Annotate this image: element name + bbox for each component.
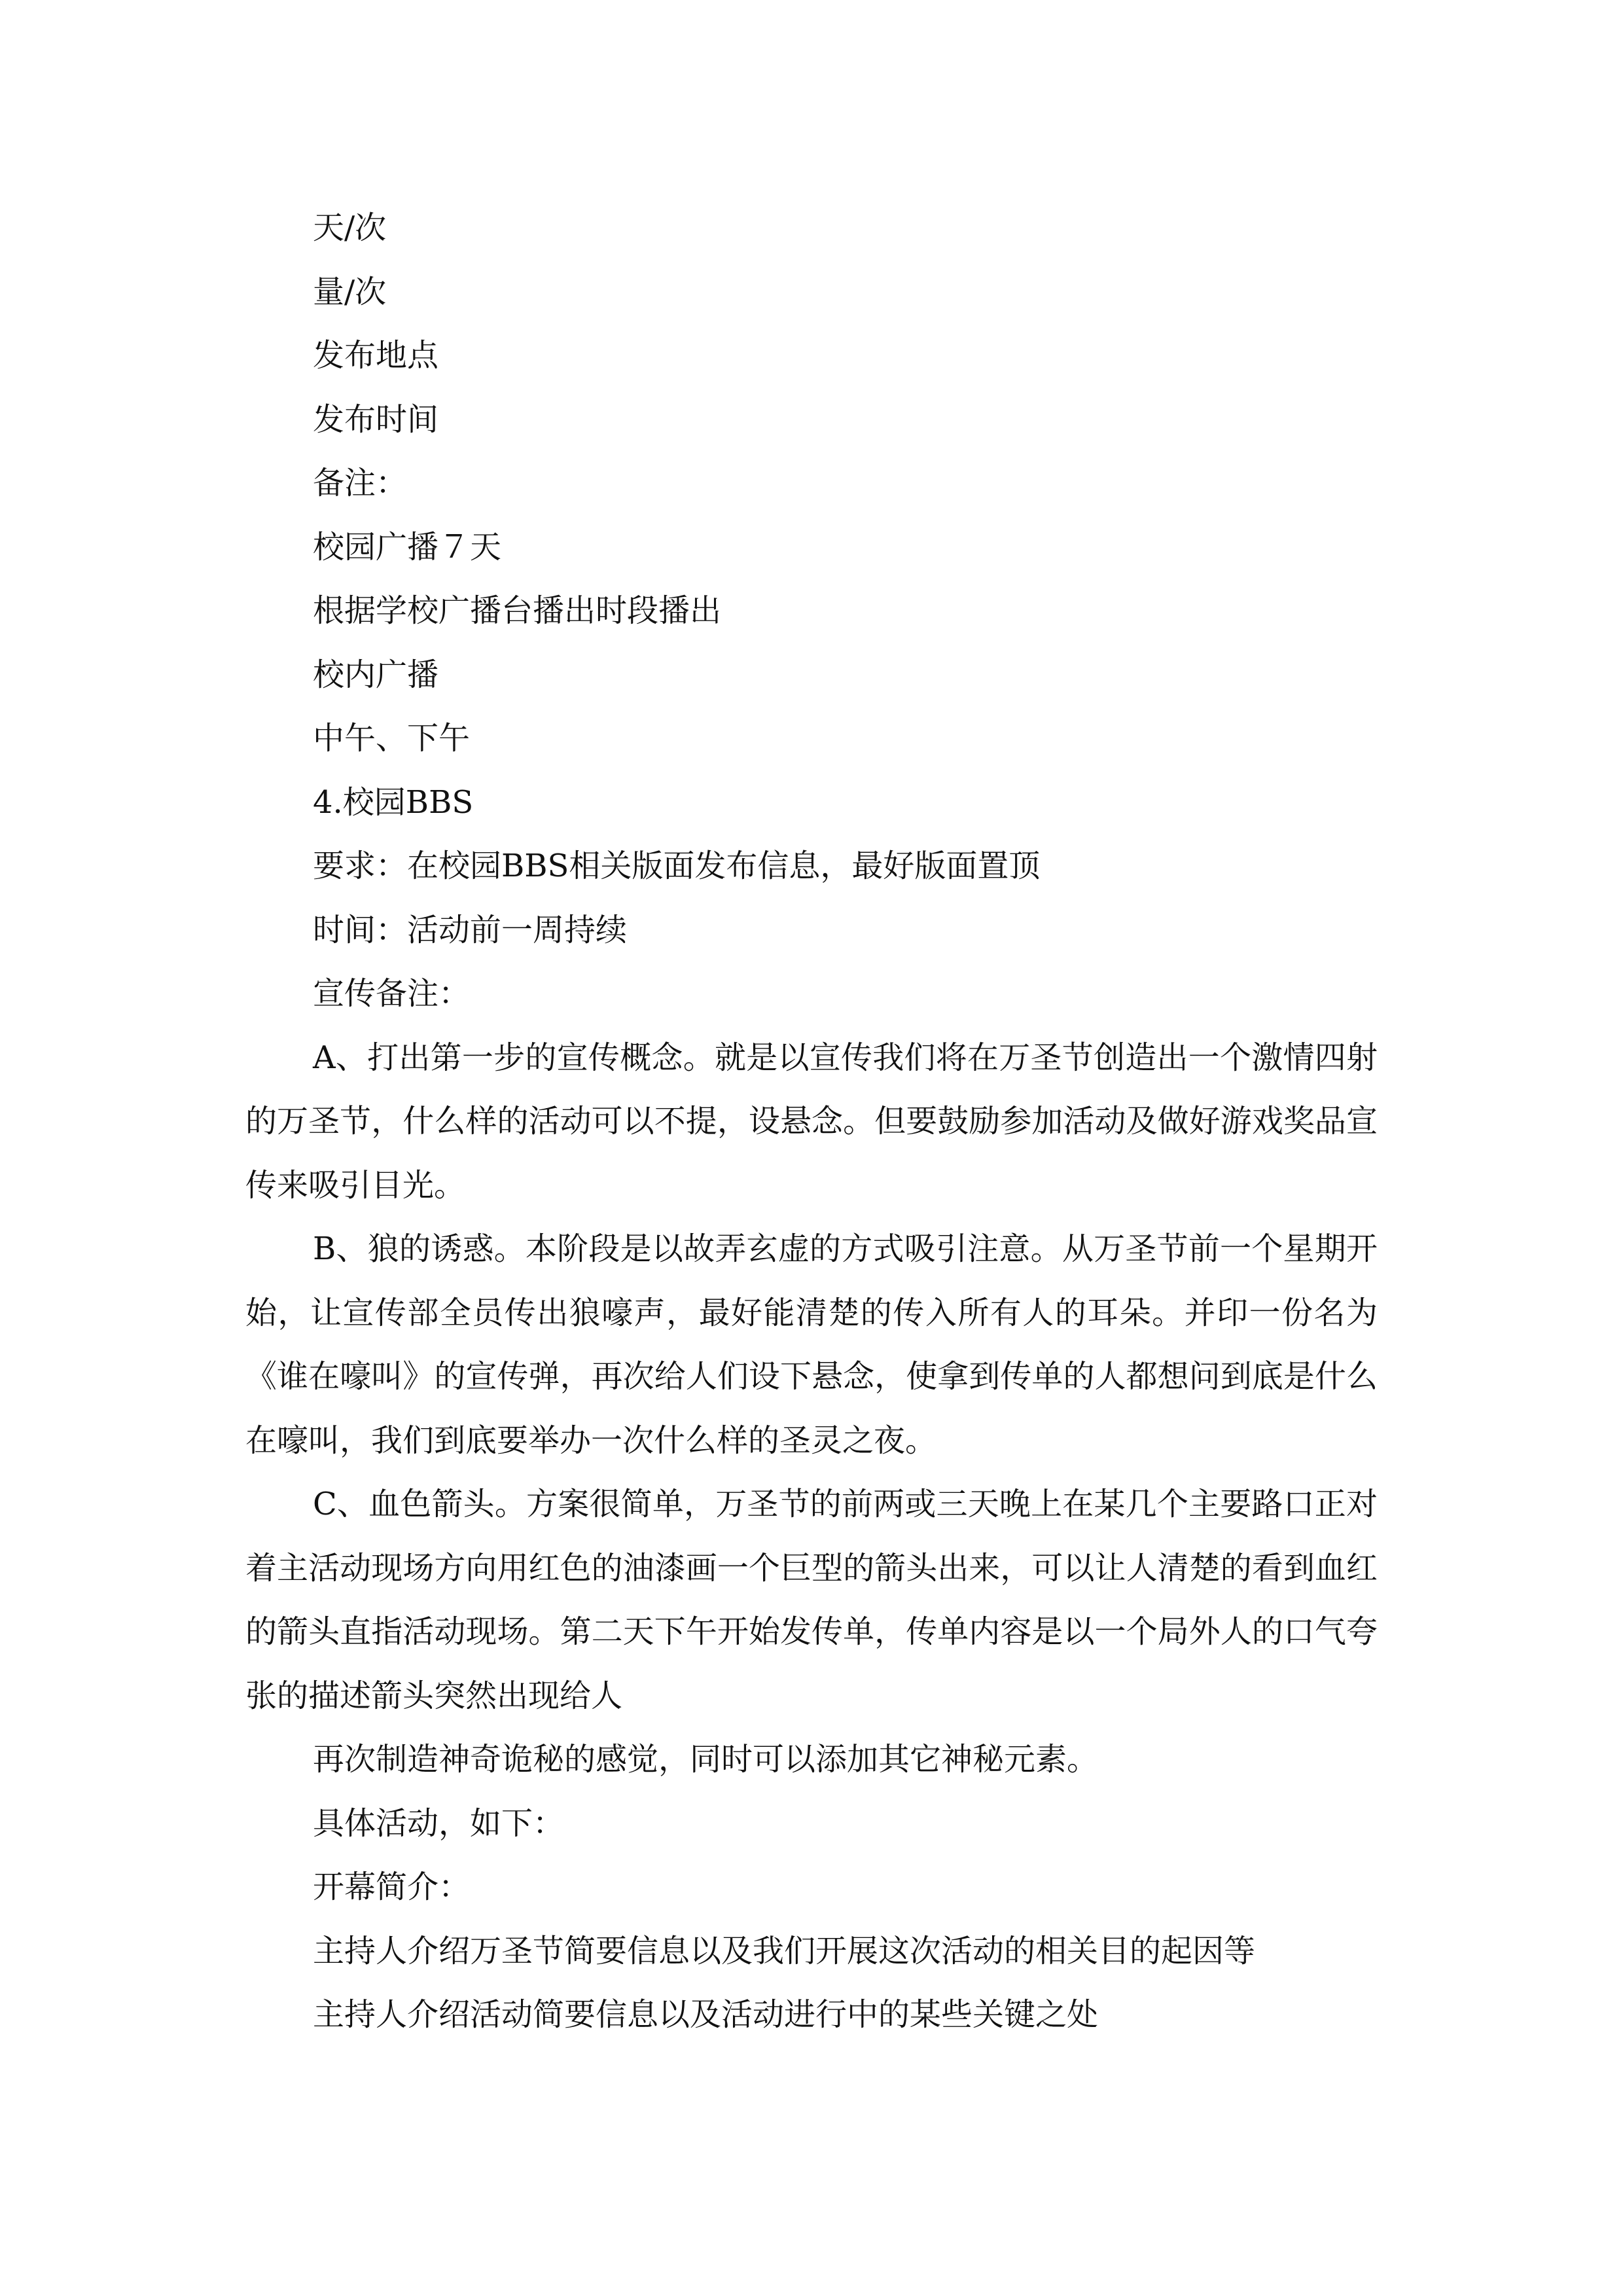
text-line: 中午、下午: [313, 720, 471, 757]
text-line: 要求：在校园BBS相关版面发布信息，最好版面置顶: [313, 848, 1041, 884]
text-line: 发布地点: [313, 337, 439, 374]
text-line: 量/次: [313, 273, 387, 310]
text-line: 再次制造神奇诡秘的感觉，同时可以添加其它神秘元素。: [313, 1741, 1099, 1778]
text-line: 校园广播７天: [313, 528, 502, 565]
text-line: 校内广播: [313, 656, 439, 693]
text-line: 宣传备注：: [313, 975, 471, 1012]
text-line: 根据学校广播台播出时段播出: [313, 592, 722, 629]
paragraph-c: C、血色箭头。方案很简单，万圣节的前两或三天晚上在某几个主要路口正对着主活动现场方向用红色的油漆画一个巨型的箭头出来，可以让人清楚的看到血红的箭头直指活动现场。第二天下午开始发传单，传单内容是以一个局外人的口气夸张的描述箭头突然出现给人: [245, 1486, 1378, 1714]
text-line: 时间：活动前一周持续: [313, 911, 628, 948]
text-line: 发布时间: [313, 401, 439, 438]
text-line: 4.校园BBS: [313, 783, 474, 821]
text-line: 主持人介绍活动简要信息以及活动进行中的某些关键之处: [313, 1996, 1099, 2033]
text-line: 备注：: [313, 465, 408, 501]
paragraph-b: B、狼的诱惑。本阶段是以故弄玄虚的方式吸引注意。从万圣节前一个星期开始，让宣传部全员传出狼嚎声，最好能清楚的传入所有人的耳朵。并印一份名为《谁在嚎叫》的宣传弹，再次给人们设下悬念，使拿到传单的人都想问到底是什么在嚎叫，我们到底要举办一次什么样的圣灵之夜。: [245, 1230, 1378, 1459]
text-line: 开幕简介：: [313, 1869, 471, 1905]
document-body: [245, 196, 1378, 2047]
paragraph-a: A、打出第一步的宣传概念。就是以宣传我们将在万圣节创造出一个激情四射的万圣节，什么样的活动可以不提，设悬念。但要鼓励参加活动及做好游戏奖品宣传来吸引目光。: [245, 1039, 1378, 1204]
text-line: 具体活动，如下：: [313, 1804, 565, 1842]
text-line: 主持人介绍万圣节简要信息以及我们开展这次活动的相关目的起因等: [313, 1932, 1256, 1969]
text-line: 天/次: [313, 209, 387, 246]
